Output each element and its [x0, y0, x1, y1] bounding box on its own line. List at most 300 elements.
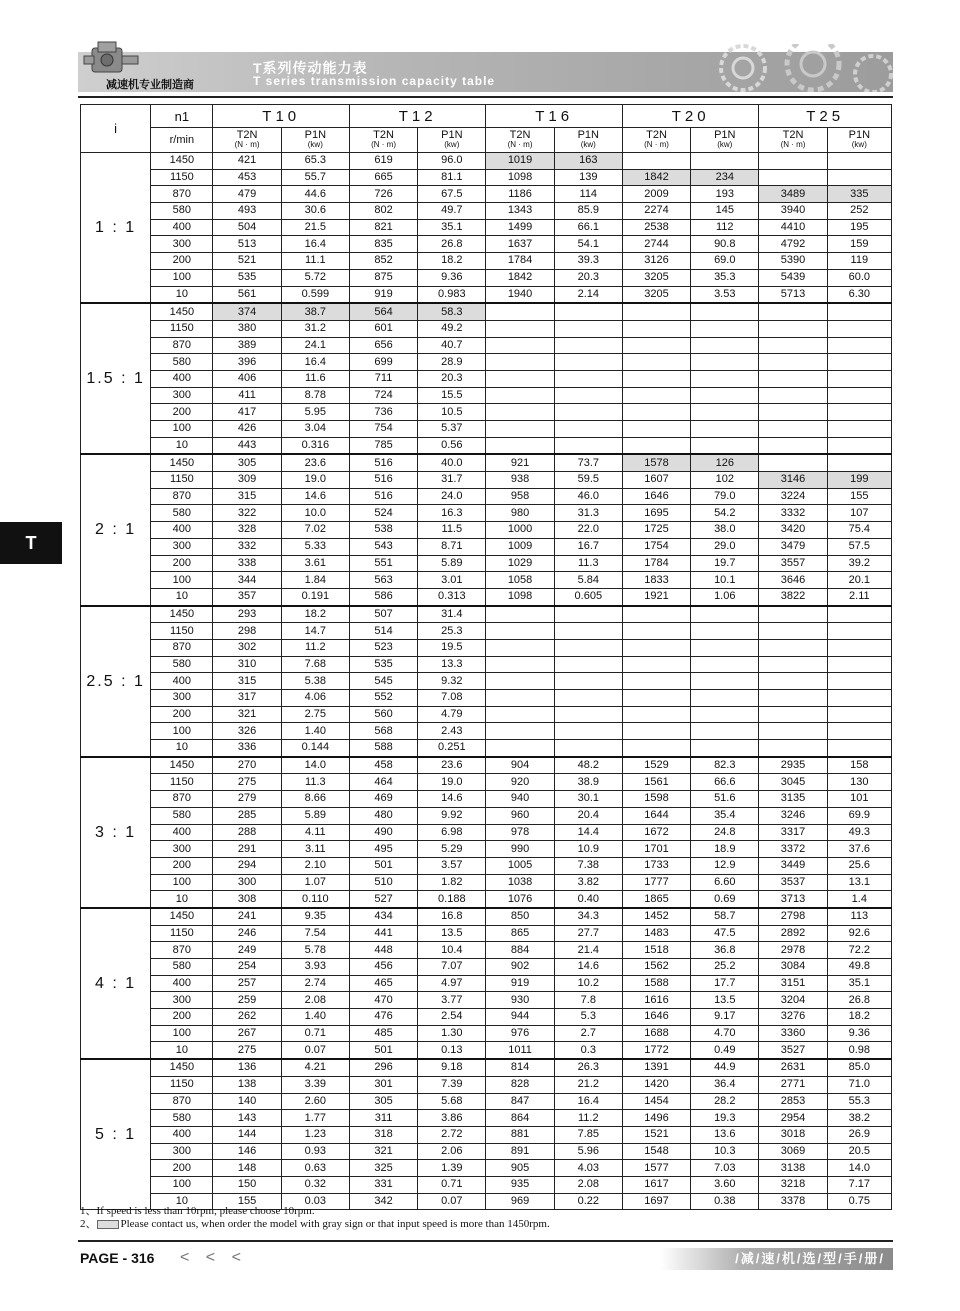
table-row: [81, 606, 892, 623]
value-cell: 3135: [759, 791, 827, 808]
value-cell: 535: [213, 269, 281, 286]
value-cell: 835: [349, 236, 417, 253]
value-cell: 374: [213, 303, 281, 320]
value-cell: [827, 370, 891, 387]
speed-cell: 200: [151, 253, 213, 270]
value-cell: 1.84: [281, 572, 349, 589]
value-cell: 49.8: [827, 959, 891, 976]
value-cell: 55.3: [827, 1093, 891, 1110]
value-cell: 1529: [622, 757, 690, 774]
value-cell: 22.0: [554, 522, 622, 539]
value-cell: 11.6: [281, 370, 349, 387]
ratio-cell: 1 : 1: [81, 153, 151, 304]
table-row: [81, 169, 892, 186]
value-cell: 5.37: [418, 421, 486, 438]
speed-cell: 870: [151, 1093, 213, 1110]
torque-header-t20-unit: (N · m): [644, 140, 669, 149]
table-row: [81, 673, 892, 690]
power-header-t12-unit: (kw): [444, 140, 460, 149]
value-cell: 7.03: [691, 1160, 759, 1177]
value-cell: 726: [349, 186, 417, 203]
value-cell: 1617: [622, 1176, 690, 1193]
torque-header-t12-unit: (N · m): [371, 140, 397, 149]
section-tab: T: [0, 522, 62, 564]
speed-cell: 10: [151, 891, 213, 908]
value-cell: [759, 639, 827, 656]
value-cell: [691, 421, 759, 438]
speed-cell: 1150: [151, 169, 213, 186]
table-row: [81, 807, 892, 824]
model-header-t10: T10: [213, 105, 349, 128]
value-cell: 254: [213, 959, 281, 976]
value-cell: 10.1: [691, 572, 759, 589]
value-cell: 25.3: [418, 623, 486, 640]
torque-header-t20-label: T2N: [646, 129, 667, 141]
value-cell: 507: [349, 606, 417, 623]
value-cell: 7.17: [827, 1176, 891, 1193]
value-cell: 31.2: [281, 320, 349, 337]
value-cell: 310: [213, 656, 281, 673]
value-cell: 7.39: [418, 1076, 486, 1093]
value-cell: 1011: [486, 1042, 554, 1059]
value-cell: [759, 673, 827, 690]
value-cell: 560: [349, 706, 417, 723]
speed-cell: 100: [151, 572, 213, 589]
value-cell: 7.07: [418, 959, 486, 976]
value-cell: 3218: [759, 1176, 827, 1193]
value-cell: 26.8: [827, 992, 891, 1009]
value-cell: 665: [349, 169, 417, 186]
table-row: [81, 354, 892, 371]
value-cell: 14.6: [554, 959, 622, 976]
value-cell: 138: [213, 1076, 281, 1093]
value-cell: 3332: [759, 505, 827, 522]
value-cell: 920: [486, 774, 554, 791]
value-cell: 322: [213, 505, 281, 522]
torque-header-t10: [213, 128, 281, 153]
value-cell: 551: [349, 555, 417, 572]
value-cell: 344: [213, 572, 281, 589]
value-cell: 3.82: [554, 874, 622, 891]
value-cell: 20.5: [827, 1143, 891, 1160]
value-cell: 267: [213, 1025, 281, 1042]
value-cell: [622, 673, 690, 690]
value-cell: 300: [213, 874, 281, 891]
speed-cell: 300: [151, 992, 213, 1009]
torque-header-t10-label: T2N: [236, 129, 258, 141]
value-cell: [554, 723, 622, 740]
value-cell: 1561: [622, 774, 690, 791]
ratio-cell: 4 : 1: [81, 908, 151, 1059]
value-cell: [759, 740, 827, 757]
capacity-table: [80, 104, 892, 1210]
value-cell: 326: [213, 723, 281, 740]
value-cell: 139: [554, 169, 622, 186]
value-cell: [691, 370, 759, 387]
value-cell: [554, 404, 622, 421]
value-cell: 19.7: [691, 555, 759, 572]
value-cell: 417: [213, 404, 281, 421]
value-cell: 588: [349, 740, 417, 757]
value-cell: [759, 337, 827, 354]
value-cell: 3246: [759, 807, 827, 824]
speed-cell: 1150: [151, 774, 213, 791]
value-cell: [759, 354, 827, 371]
value-cell: 4.79: [418, 706, 486, 723]
value-cell: 1784: [486, 253, 554, 270]
value-cell: [827, 706, 891, 723]
speed-cell: 580: [151, 959, 213, 976]
value-cell: 1.77: [281, 1110, 349, 1127]
value-cell: 259: [213, 992, 281, 1009]
value-cell: 828: [486, 1076, 554, 1093]
value-cell: 2798: [759, 908, 827, 925]
value-cell: 980: [486, 505, 554, 522]
value-cell: 3.77: [418, 992, 486, 1009]
value-cell: 2.43: [418, 723, 486, 740]
value-cell: 0.69: [691, 891, 759, 908]
value-cell: 2.11: [827, 588, 891, 605]
value-cell: [554, 320, 622, 337]
value-cell: 275: [213, 774, 281, 791]
speed-cell: 300: [151, 236, 213, 253]
value-cell: 5.89: [281, 807, 349, 824]
value-cell: 342: [349, 1193, 417, 1210]
value-cell: 144: [213, 1126, 281, 1143]
value-cell: 288: [213, 824, 281, 841]
value-cell: 5.3: [554, 1009, 622, 1026]
table-row: [81, 841, 892, 858]
value-cell: 850: [486, 908, 554, 925]
value-cell: 49.7: [418, 203, 486, 220]
value-cell: 516: [349, 472, 417, 489]
value-cell: [759, 303, 827, 320]
value-cell: 785: [349, 437, 417, 454]
value-cell: 26.9: [827, 1126, 891, 1143]
value-cell: 1.07: [281, 874, 349, 891]
value-cell: 69.0: [691, 253, 759, 270]
table-row: [81, 1059, 892, 1076]
model-header-t20: T20: [622, 105, 758, 128]
speed-cell: 100: [151, 723, 213, 740]
value-cell: 35.4: [691, 807, 759, 824]
value-cell: 249: [213, 942, 281, 959]
value-cell: 5.78: [281, 942, 349, 959]
value-cell: 389: [213, 337, 281, 354]
table-row: [81, 505, 892, 522]
value-cell: 30.1: [554, 791, 622, 808]
table-row: [81, 572, 892, 589]
value-cell: 2.75: [281, 706, 349, 723]
value-cell: 516: [349, 488, 417, 505]
value-cell: 317: [213, 690, 281, 707]
value-cell: 20.3: [554, 269, 622, 286]
value-cell: 3.01: [418, 572, 486, 589]
value-cell: 31.7: [418, 472, 486, 489]
value-cell: 163: [554, 153, 622, 170]
value-cell: [827, 303, 891, 320]
value-cell: [759, 723, 827, 740]
value-cell: 2274: [622, 203, 690, 220]
value-cell: 2892: [759, 925, 827, 942]
value-cell: 9.32: [418, 673, 486, 690]
speed-cell: 1450: [151, 1059, 213, 1076]
value-cell: 305: [349, 1093, 417, 1110]
value-cell: 464: [349, 774, 417, 791]
value-cell: 140: [213, 1093, 281, 1110]
value-cell: 40.0: [418, 454, 486, 471]
value-cell: 58.3: [418, 303, 486, 320]
value-cell: 0.313: [418, 588, 486, 605]
value-cell: 1.82: [418, 874, 486, 891]
value-cell: 35.1: [827, 975, 891, 992]
value-cell: 6.30: [827, 286, 891, 303]
speed-cell: 300: [151, 538, 213, 555]
value-cell: [486, 370, 554, 387]
ratio-cell: 2.5 : 1: [81, 606, 151, 757]
table-row: [81, 757, 892, 774]
speed-cell: 10: [151, 1193, 213, 1210]
value-cell: [691, 639, 759, 656]
note-2: Please contact us, when order the model with gray sign or that input speed is more than 1450rpm.: [120, 1218, 550, 1230]
power-header-t10-unit: (kw): [307, 140, 323, 149]
table-row: [81, 1093, 892, 1110]
value-cell: 146: [213, 1143, 281, 1160]
table-row: [81, 824, 892, 841]
value-cell: 1098: [486, 169, 554, 186]
value-cell: 0.56: [418, 437, 486, 454]
value-cell: 2.14: [554, 286, 622, 303]
value-cell: [827, 723, 891, 740]
value-cell: 57.5: [827, 538, 891, 555]
value-cell: 66.1: [554, 219, 622, 236]
value-cell: 1391: [622, 1059, 690, 1076]
value-cell: 516: [349, 454, 417, 471]
value-cell: [827, 387, 891, 404]
value-cell: 3372: [759, 841, 827, 858]
value-cell: 0.71: [418, 1176, 486, 1193]
value-cell: 0.07: [281, 1042, 349, 1059]
value-cell: 0.93: [281, 1143, 349, 1160]
value-cell: [622, 404, 690, 421]
value-cell: 69.9: [827, 807, 891, 824]
speed-cell: 1450: [151, 757, 213, 774]
value-cell: 1598: [622, 791, 690, 808]
value-cell: 9.35: [281, 908, 349, 925]
value-cell: 44.6: [281, 186, 349, 203]
value-cell: 3.86: [418, 1110, 486, 1127]
value-cell: 802: [349, 203, 417, 220]
value-cell: 7.54: [281, 925, 349, 942]
value-cell: 5.89: [418, 555, 486, 572]
table-row: [81, 488, 892, 505]
value-cell: 296: [349, 1059, 417, 1076]
value-cell: 1695: [622, 505, 690, 522]
value-cell: 38.2: [827, 1110, 891, 1127]
value-cell: [827, 404, 891, 421]
value-cell: 10.3: [691, 1143, 759, 1160]
value-cell: [554, 387, 622, 404]
value-cell: [486, 706, 554, 723]
speed-cell: 200: [151, 706, 213, 723]
value-cell: [827, 454, 891, 471]
table-row: [81, 253, 892, 270]
value-cell: [554, 303, 622, 320]
note-1: 1、If speed is less than 10rpm, please choose 10rpm.: [80, 1205, 315, 1217]
value-cell: 2.54: [418, 1009, 486, 1026]
value-cell: 150: [213, 1176, 281, 1193]
value-cell: 10.9: [554, 841, 622, 858]
value-cell: 24.1: [281, 337, 349, 354]
value-cell: 0.983: [418, 286, 486, 303]
header-banner: [78, 52, 893, 92]
value-cell: 5.72: [281, 269, 349, 286]
value-cell: 434: [349, 908, 417, 925]
value-cell: [554, 690, 622, 707]
value-cell: [691, 673, 759, 690]
table-row: [81, 1009, 892, 1026]
value-cell: 14.6: [281, 488, 349, 505]
value-cell: 119: [827, 253, 891, 270]
speed-cell: 200: [151, 404, 213, 421]
value-cell: 380: [213, 320, 281, 337]
value-cell: 919: [349, 286, 417, 303]
speed-cell: 1150: [151, 320, 213, 337]
value-cell: 7.02: [281, 522, 349, 539]
value-cell: [691, 387, 759, 404]
value-cell: 2.74: [281, 975, 349, 992]
value-cell: 11.1: [281, 253, 349, 270]
value-cell: [554, 606, 622, 623]
value-cell: 3045: [759, 774, 827, 791]
power-header-t12-label: P1N: [441, 129, 463, 141]
value-cell: 490: [349, 824, 417, 841]
value-cell: 865: [486, 925, 554, 942]
value-cell: 535: [349, 656, 417, 673]
speed-cell: 100: [151, 1025, 213, 1042]
value-cell: 3018: [759, 1126, 827, 1143]
value-cell: 469: [349, 791, 417, 808]
value-cell: 7.85: [554, 1126, 622, 1143]
value-cell: 13.5: [691, 992, 759, 1009]
torque-header-t16: [486, 128, 554, 153]
value-cell: 3489: [759, 186, 827, 203]
speed-cell: 1150: [151, 1076, 213, 1093]
value-cell: 3.11: [281, 841, 349, 858]
value-cell: 0.605: [554, 588, 622, 605]
value-cell: 3527: [759, 1042, 827, 1059]
value-cell: 23.6: [418, 757, 486, 774]
value-cell: 9.17: [691, 1009, 759, 1026]
value-cell: 4410: [759, 219, 827, 236]
speed-cell: 10: [151, 1042, 213, 1059]
table-row: [81, 874, 892, 891]
value-cell: 38.0: [691, 522, 759, 539]
value-cell: 309: [213, 472, 281, 489]
value-cell: 262: [213, 1009, 281, 1026]
maker-label: 减速机专业制造商: [106, 79, 194, 91]
value-cell: 724: [349, 387, 417, 404]
value-cell: 3940: [759, 203, 827, 220]
value-cell: 195: [827, 219, 891, 236]
table-row: [81, 623, 892, 640]
value-cell: [486, 639, 554, 656]
speed-cell: 870: [151, 639, 213, 656]
value-cell: 6.98: [418, 824, 486, 841]
value-cell: 12.9: [691, 857, 759, 874]
speed-cell: 1150: [151, 925, 213, 942]
value-cell: 426: [213, 421, 281, 438]
manual-title: /减/速/机/选/型/手/册/: [660, 1248, 893, 1270]
value-cell: 1772: [622, 1042, 690, 1059]
speed-cell: 300: [151, 387, 213, 404]
value-cell: 5390: [759, 253, 827, 270]
value-cell: [691, 723, 759, 740]
table-row: [81, 992, 892, 1009]
value-cell: 0.251: [418, 740, 486, 757]
power-header-t16-label: P1N: [577, 129, 599, 141]
value-cell: 1.40: [281, 723, 349, 740]
value-cell: [827, 320, 891, 337]
table-row: [81, 538, 892, 555]
table-row: [81, 740, 892, 757]
value-cell: 21.2: [554, 1076, 622, 1093]
value-cell: 3.04: [281, 421, 349, 438]
value-cell: [827, 153, 891, 170]
value-cell: 21.5: [281, 219, 349, 236]
value-cell: 1009: [486, 538, 554, 555]
value-cell: 3317: [759, 824, 827, 841]
speed-cell: 200: [151, 857, 213, 874]
table-row: [81, 1076, 892, 1093]
value-cell: [486, 387, 554, 404]
value-cell: 3.57: [418, 857, 486, 874]
value-cell: 85.0: [827, 1059, 891, 1076]
value-cell: 257: [213, 975, 281, 992]
value-cell: 1521: [622, 1126, 690, 1143]
table-row: [81, 203, 892, 220]
value-cell: 0.3: [554, 1042, 622, 1059]
value-cell: [486, 354, 554, 371]
power-header-t25-label: P1N: [848, 129, 871, 141]
value-cell: 114: [554, 186, 622, 203]
value-cell: 311: [349, 1110, 417, 1127]
value-cell: 3224: [759, 488, 827, 505]
value-cell: 4.11: [281, 824, 349, 841]
value-cell: 11.5: [418, 522, 486, 539]
power-header-t12: [418, 128, 486, 153]
value-cell: [486, 740, 554, 757]
value-cell: 5.95: [281, 404, 349, 421]
value-cell: 1483: [622, 925, 690, 942]
value-cell: 847: [486, 1093, 554, 1110]
value-cell: 51.6: [691, 791, 759, 808]
value-cell: [554, 623, 622, 640]
table-row: [81, 925, 892, 942]
value-cell: 821: [349, 219, 417, 236]
bottom-rule: [78, 1240, 893, 1242]
value-cell: 18.2: [418, 253, 486, 270]
value-cell: 31.4: [418, 606, 486, 623]
value-cell: 1921: [622, 588, 690, 605]
value-cell: [486, 606, 554, 623]
value-cell: 16.3: [418, 505, 486, 522]
value-cell: 96.0: [418, 153, 486, 170]
value-cell: 14.6: [418, 791, 486, 808]
value-cell: 155: [827, 488, 891, 505]
value-cell: 79.0: [691, 488, 759, 505]
speed-cell: 10: [151, 437, 213, 454]
